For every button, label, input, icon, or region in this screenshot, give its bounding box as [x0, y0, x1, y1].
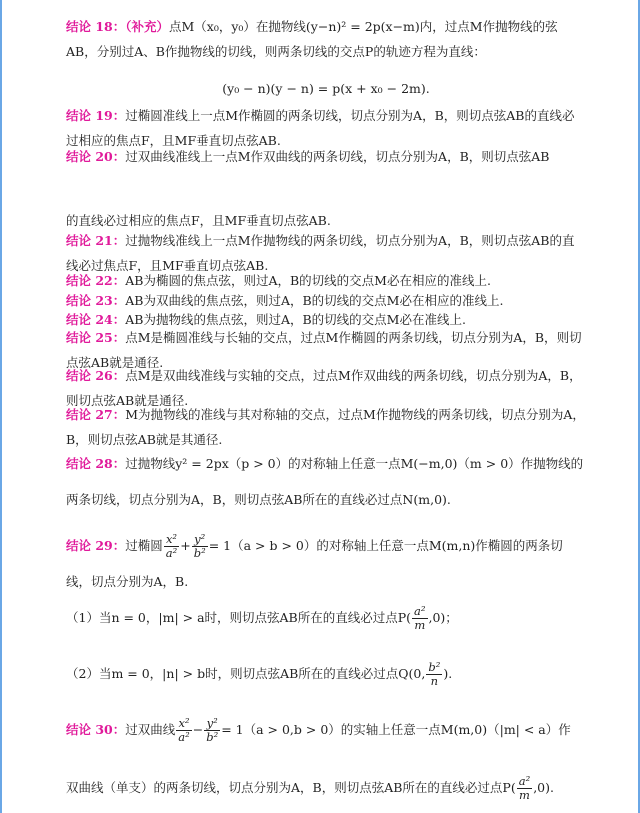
frac-numerator: x²: [176, 717, 191, 731]
frac-numerator: a²: [414, 604, 426, 618]
frac-denominator: a²: [165, 546, 178, 560]
fraction-x2-a2: [176, 717, 191, 744]
conclusion-23-text: AB为双曲线的焦点弦，则过A，B的切线的交点M必在相应的准线上.: [125, 293, 504, 308]
fraction-y2-b2: [204, 717, 220, 744]
frac-numerator: a²: [518, 774, 531, 788]
case-2-post: ).: [443, 666, 453, 681]
conclusion-20-tag: 结论 20：: [66, 149, 126, 164]
minus-sign: −: [192, 722, 204, 737]
conclusion-29: [66, 528, 586, 600]
fraction-a2-m: [517, 775, 532, 802]
fraction-a2-m: [412, 605, 427, 632]
fraction-y2-b2: [192, 533, 208, 560]
case-1-post: ,0)；: [428, 610, 458, 625]
frac-denominator: b²: [193, 546, 206, 560]
case-2-pre: （2）当m = 0，|n| > b时，则切点弦AB所在的直线必过点Q(0,: [66, 666, 426, 681]
frac-denominator: n: [430, 674, 439, 688]
conclusion-24-tag: 结论 24：: [66, 312, 126, 327]
conclusion-20: [66, 144, 586, 169]
conclusion-25-text: 点M是椭圆准线与长轴的交点，过点M作椭圆的两条切线，切点分别为A，B，则切点弦AB就是通径.: [66, 330, 582, 370]
conclusion-29-pre: 过椭圆: [125, 538, 163, 553]
conclusion-20-continued-text: 的直线必过相应的焦点F，且MF垂直切点弦AB.: [66, 213, 331, 228]
conclusion-29-case-1: [66, 600, 586, 636]
conclusion-27: [66, 402, 586, 452]
frac-numerator: b²: [428, 660, 441, 674]
frac-numerator: x²: [164, 533, 179, 547]
conclusion-30-line2-post: ,0).: [533, 780, 554, 795]
conclusion-29-tag: 结论 29：: [66, 538, 126, 553]
conclusion-20-text: 过双曲线准线上一点M作双曲线的两条切线，切点分别为A，B，则切点弦AB: [125, 149, 550, 164]
conclusion-18-formula-text: (y₀ − n)(y − n) = p(x + x₀ − 2m).: [222, 81, 430, 96]
conclusion-23-tag: 结论 23：: [66, 293, 126, 308]
conclusion-30-pre: 过双曲线: [125, 722, 176, 737]
conclusion-18: [66, 14, 586, 64]
conclusion-29-case-2: [66, 656, 586, 692]
fraction-x2-a2: [164, 533, 179, 560]
conclusion-18-formula: [66, 76, 586, 101]
conclusion-30-line-2: [66, 770, 586, 806]
conclusion-18-tag: 结论 18：（补充）: [66, 19, 169, 34]
frac-denominator: b²: [206, 730, 219, 744]
frac-numerator: y²: [204, 717, 220, 731]
frac-numerator: y²: [192, 533, 208, 547]
conclusion-21-tag: 结论 21：: [66, 233, 126, 248]
conclusion-30: [66, 712, 586, 748]
conclusion-19-tag: 结论 19：: [66, 108, 126, 123]
conclusion-30-mid: = 1（a > 0,b > 0）的实轴上任意一点M(m,0)（|m| < a）作: [221, 722, 571, 737]
conclusion-28: [66, 446, 586, 518]
conclusion-22-tag: 结论 22：: [66, 273, 126, 288]
case-1-pre: （1）当n = 0，|m| > a时，则切点弦AB所在的直线必过点P(: [66, 610, 412, 625]
conclusion-24-text: AB为抛物线的焦点弦，则过A，B的切线的交点M必在准线上.: [125, 312, 466, 327]
conclusion-28-tag: 结论 28：: [66, 456, 126, 471]
conclusion-22-text: AB为椭圆的焦点弦，则过A，B的切线的交点M必在相应的准线上.: [125, 273, 491, 288]
frac-denominator: a²: [178, 730, 190, 744]
conclusion-30-line2-pre: 双曲线（单支）的两条切线，切点分别为A，B，则切点弦AB所在的直线必过点P(: [66, 780, 516, 795]
fraction-b2-n: [426, 661, 442, 688]
plus-sign: +: [180, 538, 191, 553]
conclusion-28-text: 过抛物线y² = 2px（p > 0）的对称轴上任意一点M(−m,0)（m > 0）作抛物线的两条切线，切点分别为A，B，则切点弦AB所在的直线必过点N(m,0).: [66, 456, 584, 507]
conclusion-19-text: 过椭圆准线上一点M作椭圆的两条切线，切点分别为A，B，则切点弦AB的直线必过相应的焦点F，且MF垂直切点弦AB.: [66, 108, 575, 148]
conclusion-26-tag: 结论 26：: [66, 368, 126, 383]
conclusion-21-text: 过抛物线准线上一点M作抛物线的两条切线，切点分别为A，B，则切点弦AB的直线必过焦点F，且MF垂直切点弦AB.: [66, 233, 575, 273]
conclusion-30-tag: 结论 30：: [66, 722, 126, 737]
conclusion-25-tag: 结论 25：: [66, 330, 126, 345]
frac-denominator: m: [519, 788, 530, 802]
conclusion-26-text: 点M是双曲线准线与实轴的交点，过点M作双曲线的两条切线，切点分别为A，B，则切点弦AB就是通径.: [66, 368, 582, 408]
conclusion-27-text: M为抛物线的准线与其对称轴的交点，过点M作抛物线的两条切线，切点分别为A，B，则切点弦AB就是其通径.: [66, 407, 585, 447]
conclusion-27-tag: 结论 27：: [66, 407, 126, 422]
frac-denominator: m: [414, 618, 426, 632]
conclusion-18-text: 点M（x₀，y₀）在抛物线(y−n)² = 2p(x−m)内，过点M作抛物线的弦AB，分别过A、B作抛物线的切线，则两条切线的交点P的轨迹方程为直线：: [66, 19, 558, 59]
conclusion-29-post: = 1（a > b > 0）的对称轴上任意一点M(m,n)作椭圆的两条切线，切点分别为A，B.: [66, 538, 563, 589]
